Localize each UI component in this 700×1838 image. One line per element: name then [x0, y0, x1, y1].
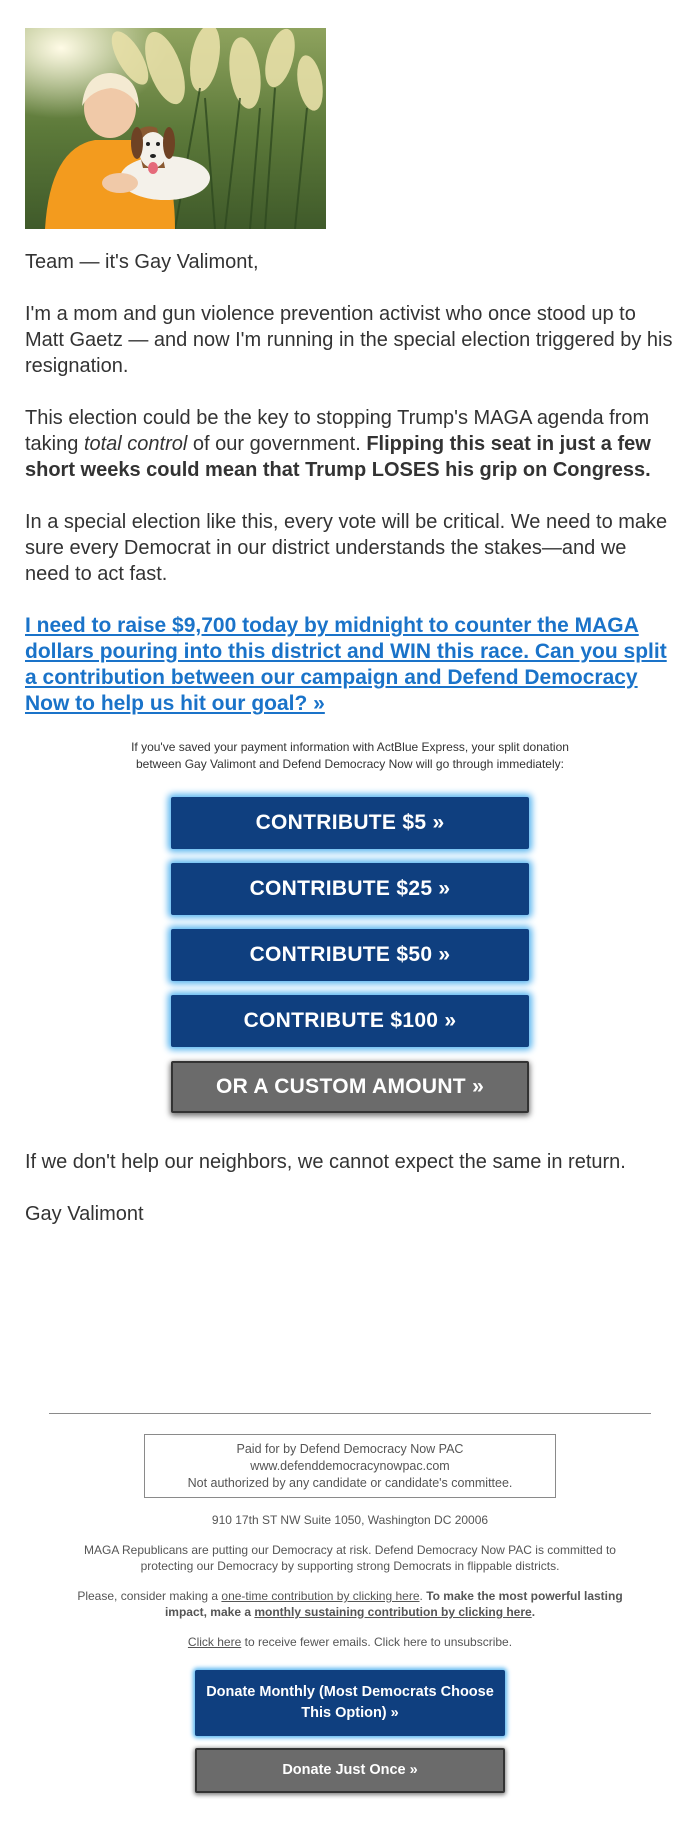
- email-footer: [0, 1413, 700, 1793]
- unsubscribe-text: to receive fewer emails. Click here to unsubscribe.: [241, 1635, 513, 1649]
- paid-for-box: [144, 1434, 556, 1498]
- greeting-text: Team — it's Gay Valimont,: [25, 251, 259, 273]
- stakes-emphasis: total control: [83, 433, 188, 455]
- monthly-contribution-link[interactable]: monthly sustaining contribution by clicking here: [254, 1605, 532, 1619]
- contribute-50-button[interactable]: CONTRIBUTE $50 »: [171, 929, 529, 981]
- contribution-buttons: [25, 797, 675, 1127]
- not-authorized-text: Not authorized by any candidate or candidate's committee.: [187, 1476, 513, 1490]
- contribute-100-button[interactable]: CONTRIBUTE $100 »: [171, 995, 529, 1047]
- pac-mission: MAGA Republicans are putting our Democracy at risk. Defend Democracy Now PAC is committed to protecting our Democracy by supporting strong Democrats in flippable districts.: [84, 1543, 616, 1573]
- monthly-prompt-text: To make the most powerful lasting impact, make a: [164, 1589, 623, 1619]
- custom-amount-button[interactable]: OR A CUSTOM AMOUNT »: [171, 1061, 529, 1113]
- cta-link[interactable]: I need to raise $9,700 today by midnight to counter the MAGA dollars pouring into this district and WIN this race. Can you split a contribution between our campaign and Defend Democracy Now to help us hit our goal? »: [25, 614, 667, 715]
- email-preferences: [60, 1634, 640, 1650]
- contribute-5-button[interactable]: CONTRIBUTE $5 »: [171, 797, 529, 849]
- signature: Gay Valimont: [25, 1203, 144, 1225]
- pac-address: 910 17th ST NW Suite 1050, Washington DC 20006: [211, 1513, 489, 1527]
- stakes-text-start: This election could be the key to stopping Trump's MAGA agenda from taking: [25, 407, 650, 455]
- paid-for-text: Paid for by Defend Democracy Now PAC: [236, 1442, 464, 1456]
- fewer-emails-link[interactable]: Click here: [187, 1635, 242, 1649]
- urgency-paragraph: In a special election like this, every vote will be critical. We need to make sure every Democrat in our district understands the stakes—and we need to act fast.: [25, 511, 668, 585]
- candidate-with-dog-image: [25, 28, 326, 229]
- intro-paragraph: I'm a mom and gun violence prevention activist who once stood up to Matt Gaetz — and now I'm running in the special election triggered by his resignation.: [25, 303, 673, 377]
- donate-monthly-button[interactable]: Donate Monthly (Most Democrats Choose This Option) »: [195, 1670, 505, 1736]
- pac-website: www.defenddemocracynowpac.com: [250, 1459, 450, 1473]
- consider-text: Please, consider making a: [77, 1589, 222, 1603]
- monthly-prompt-end: .: [531, 1605, 536, 1619]
- contribution-options: [60, 1588, 640, 1620]
- stakes-paragraph: [25, 405, 675, 483]
- stakes-bold: Flipping this seat in just a few short weeks could mean that Trump LOSES his grip on Congress.: [25, 433, 651, 481]
- donate-once-button[interactable]: Donate Just Once »: [195, 1748, 505, 1793]
- closing-text: If we don't help our neighbors, we cannot expect the same in return.: [25, 1151, 626, 1173]
- consider-separator: .: [419, 1589, 427, 1603]
- actblue-express-note: If you've saved your payment information with ActBlue Express, your split donation between Gay Valimont and Defend Democracy Now will go through immediately:: [131, 740, 569, 771]
- email-body: [25, 28, 675, 1227]
- footer-donate-buttons: [0, 1670, 700, 1793]
- contribute-25-button[interactable]: CONTRIBUTE $25 »: [171, 863, 529, 915]
- hero-photo: [25, 28, 326, 229]
- stakes-text-mid: of our government.: [187, 433, 367, 455]
- footer-divider: [49, 1413, 651, 1414]
- one-time-contribution-link[interactable]: one-time contribution by clicking here: [221, 1589, 420, 1603]
